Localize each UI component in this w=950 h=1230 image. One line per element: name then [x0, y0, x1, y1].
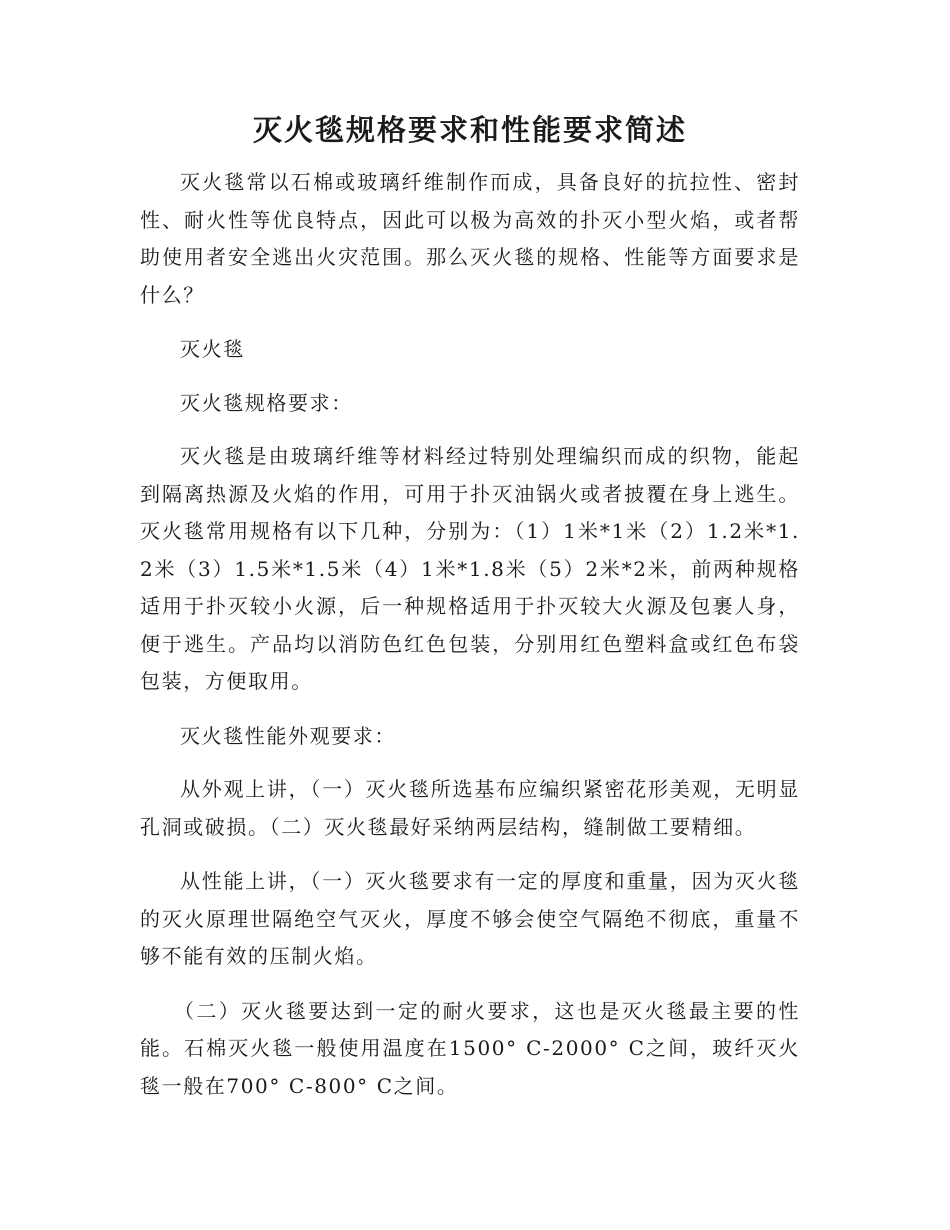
section-heading-performance: 灭火毯性能外观要求：: [180, 723, 396, 748]
performance-paragraph-2: （二）灭火毯要达到一定的耐火要求，这也是灭火毯最主要的性能。石棉灭火毯一般使用温度在1500° C-2000° C之间，玻纤灭火毯一般在700° C-800° C之间。: [140, 998, 800, 1098]
performance-paragraph-1: 从性能上讲，（一）灭火毯要求有一定的厚度和重量，因为灭火毯的灭火原理世隔绝空气灭火，厚度不够会使空气隔绝不彻底，重量不够不能有效的压制火焰。: [140, 869, 800, 968]
specs-paragraph: 灭火毯是由玻璃纤维等材料经过特别处理编织而成的织物，能起到隔离热源及火焰的作用，可用于扑灭油锅火或者披覆在身上逃生。灭火毯常用规格有以下几种，分别为：（1）1米*1米（2）1.2米*1.2米（3）1.5米*1.5米（4）1米*1.8米（5）2米*2米，前两种规格适用于扑灭较小火源，后一种规格适用于扑灭较大火源及包裹人身，便于逃生。产品均以消防色红色包装，分别用红色塑料盒或红色布袋包装，方便取用。: [140, 444, 800, 693]
document-page: [140, 108, 800, 1122]
section-label-blanket: 灭火毯: [180, 337, 245, 361]
document-title: 灭火毯规格要求和性能要求简述: [252, 113, 687, 147]
section-heading-specs: 灭火毯规格要求：: [180, 390, 353, 415]
intro-paragraph: 灭火毯常以石棉或玻璃纤维制作而成，具备良好的抗拉性、密封性、耐火性等优良特点，因此可以极为高效的扑灭小型火焰，或者帮助使用者安全逃出火灾范围。那么灭火毯的规格、性能等方面要求是什么？: [140, 170, 800, 307]
appearance-paragraph: 从外观上讲，（一）灭火毯所选基布应编织紧密花形美观，无明显孔洞或破损。（二）灭火毯最好采纳两层结构，缝制做工要精细。: [140, 777, 800, 839]
